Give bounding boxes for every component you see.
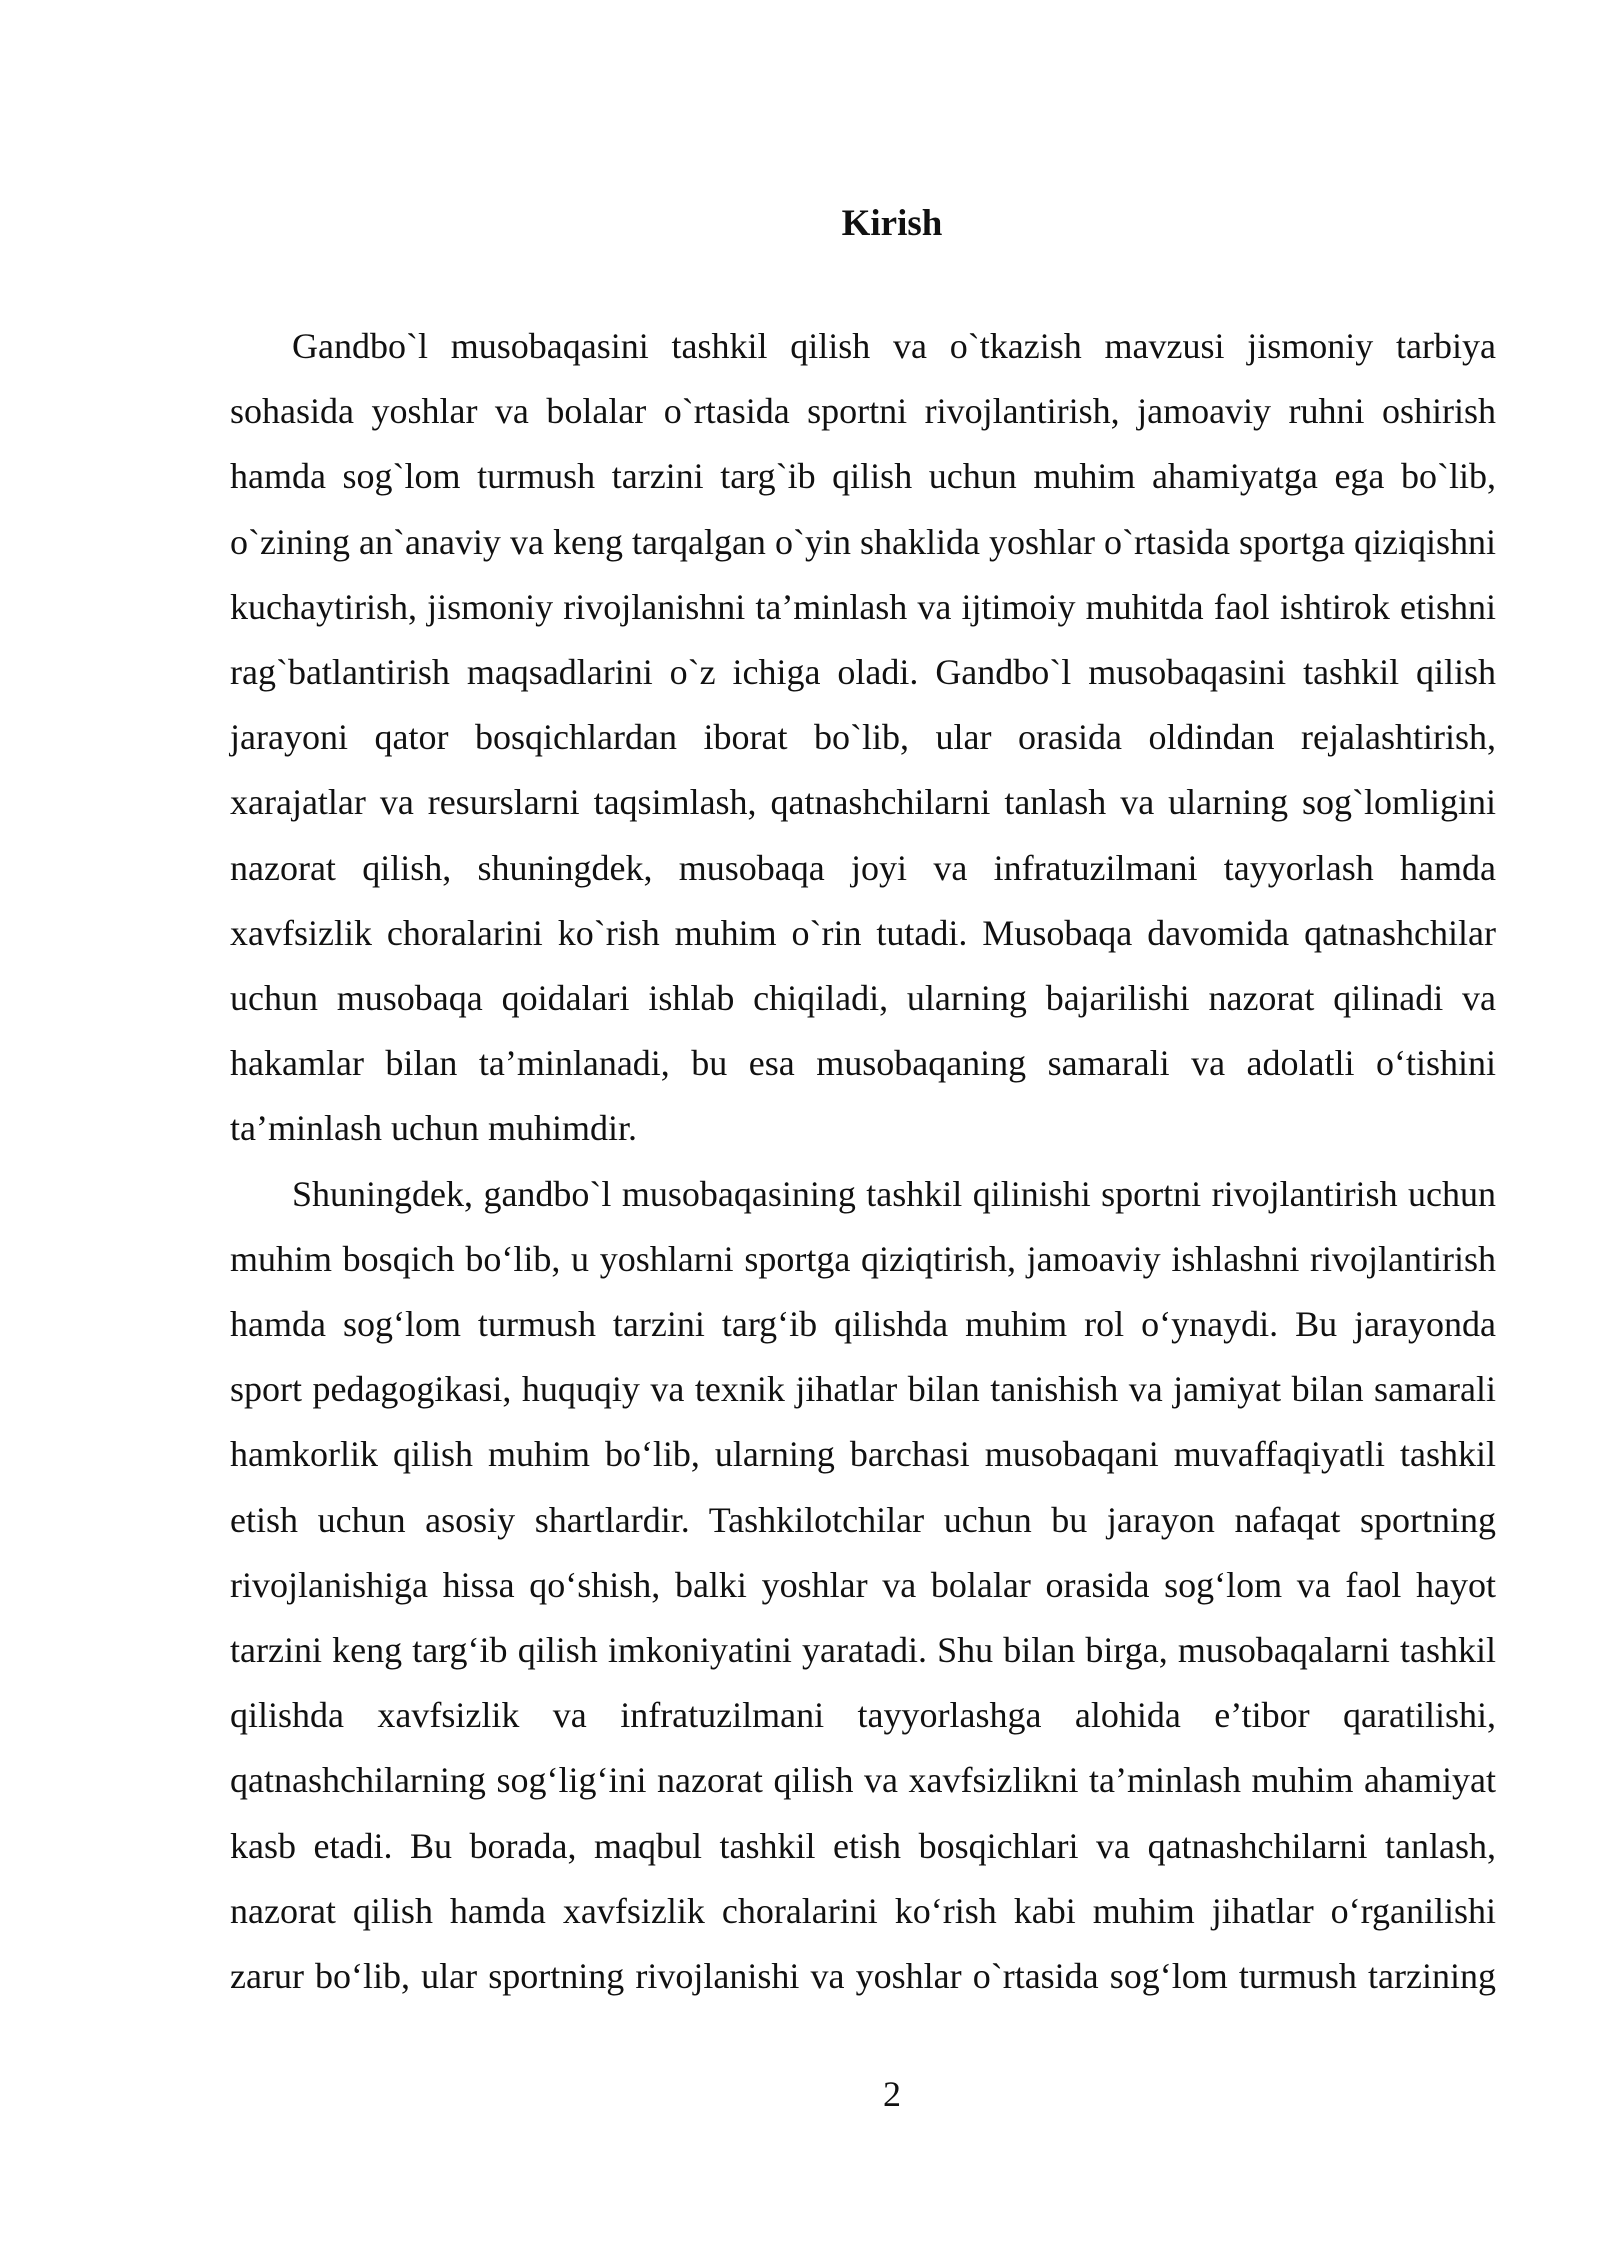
body-text [230, 314, 1496, 2009]
paragraph-2: Shuningdek, gandbo`l musobaqasining tashkil qilinishi sportni rivojlantirish uchun muhim bosqich bo‘lib, u yoshlarni sportga qiziqtirish, jamoaviy ishlashni rivojlantirish hamda sog‘lom turmush tarzini targ‘ib qilishda muhim rol o‘ynaydi. Bu jarayonda sport pedagogikasi, huquqiy va texnik jihatlar bilan tanishish va jamiyat bilan samarali hamkorlik qilish muhim bo‘lib, ularning barchasi musobaqani muvaffaqiyatli tashkil etish uchun asosiy shartlardir. Tashkilotchilar uchun bu jarayon nafaqat sportning rivojlanishiga hissa qo‘shish, balki yoshlar va bolalar orasida sog‘lom va faol hayot tarzini keng targ‘ib qilish imkoniyatini yaratadi. Shu bilan birga, musobaqalarni tashkil qilishda xavfsizlik va infratuzilmani tayyorlashga alohida e’tibor qaratilishi, qatnashchilarning sog‘lig‘ini nazorat qilish va xavfsizlikni ta’minlash muhim ahamiyat kasb etadi. Bu borada, maqbul tashkil etish bosqichlari va qatnashchilarni tanlash, nazorat qilish hamda xavfsizlik choralarini ko‘rish kabi muhim jihatlar o‘rganilishi zarur bo‘lib, ular sportning rivojlanishi va yoshlar o`rtasida sog‘lom turmush tarzining [230, 1173, 1496, 1997]
section-title: Kirish [841, 203, 943, 244]
paragraph-1: Gandbo`l musobaqasini tashkil qilish va o`tkazish mavzusi jismoniy tarbiya sohasida yoshlar va bolalar o`rtasida sportni rivojlantirish, jamoaviy ruhni oshirish hamda sog`lom turmush tarzini targ`ib qilish uchun muhim ahamiyatga ega bo`lib, o`zining an`anaviy va keng tarqalgan o`yin shaklida yoshlar o`rtasida sportga qiziqishni kuchaytirish, jismoniy rivojlanishni ta’minlash va ijtimoiy muhitda faol ishtirok etishni rag`batlantirish maqsadlarini o`z ichiga oladi. Gandbo`l musobaqasini tashkil qilish jarayoni qator bosqichlardan iborat bo`lib, ular orasida oldindan rejalashtirish, xarajatlar va resurslarni taqsimlash, qatnashchilarni tanlash va ularning sog`lomligini nazorat qilish, shuningdek, musobaqa joyi va infratuzilmani tayyorlash hamda xavfsizlik choralarini ko`rish muhim o`rin tutadi. Musobaqa davomida qatnashchilar uchun musobaqa qoidalari ishlab chiqiladi, ularning bajarilishi nazorat qilinadi va hakamlar bilan ta’minlanadi, bu esa musobaqaning samarali va adolatli o‘tishini ta’minlash uchun muhimdir. [230, 326, 1496, 1149]
page-number: 2 [883, 2074, 901, 2114]
